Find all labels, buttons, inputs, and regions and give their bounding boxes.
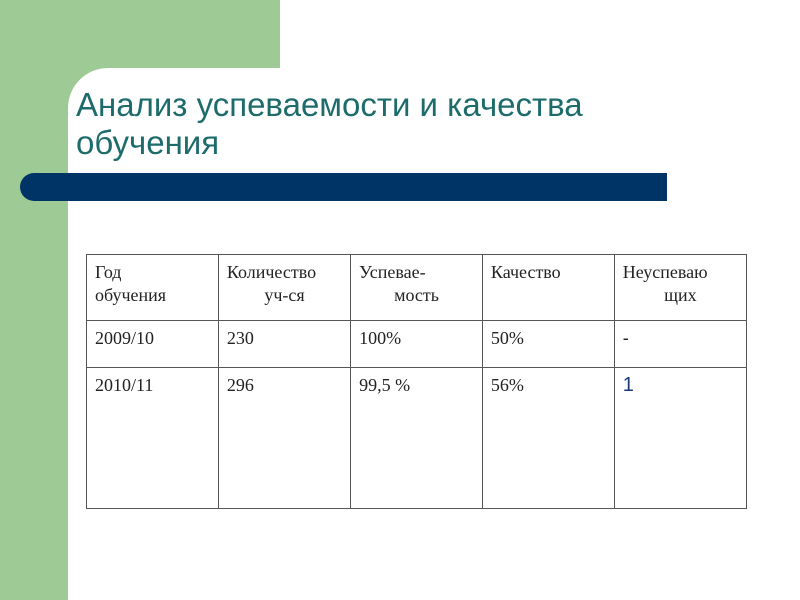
header-count: Количество уч-ся [218,255,350,321]
cell-count: 296 [218,368,350,509]
cell-quality: 56% [482,368,614,509]
slide-title: Анализ успеваемости и качества обучения [76,86,583,161]
header-progress: Успевае- мость [351,255,483,321]
header-failing: Неуспеваю щих [614,255,746,321]
cell-progress: 100% [351,321,483,368]
cell-count: 230 [218,321,350,368]
cell-failing: 1 [614,368,746,509]
table-row [87,368,747,509]
header-quality: Качество [482,255,614,321]
cell-progress: 99,5 % [351,368,483,509]
cell-quality: 50% [482,321,614,368]
cell-year: 2009/10 [87,321,219,368]
cell-failing: - [614,321,746,368]
header-year: Год обучения [87,255,219,321]
background-green-left [0,0,68,600]
progress-table [86,254,747,509]
table-row [87,321,747,368]
title-underline-bar [20,173,667,201]
cell-year: 2010/11 [87,368,219,509]
table-header-row [87,255,747,321]
